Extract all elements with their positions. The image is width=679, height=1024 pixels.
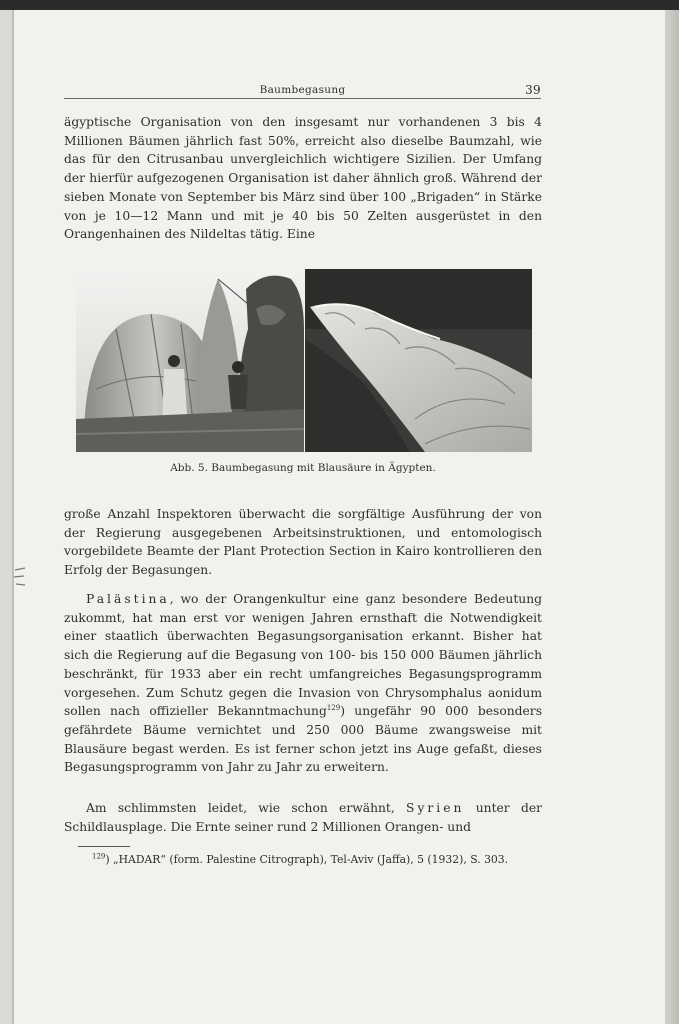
footnote-text: ) „HADAR“ (form. Palestine Citrograph), Tel-Aviv (Jaffa), 5 (1932), S. 303.	[105, 853, 509, 866]
country-syria: Syrien	[406, 801, 465, 815]
paragraph-4	[64, 799, 542, 836]
paragraph-2: große Anzahl Inspektoren überwacht die sorgfältige Ausführung der von der Regierung ausgegebenen Arbeitsinstruktionen, und entomologisch vorgebildete Beamte der Plant Protection Section in Kairo kontrollieren den Erfolg der Begasungen.	[64, 507, 542, 578]
page-number: 39	[525, 83, 541, 97]
footnote-rule	[78, 846, 130, 847]
paragraph-1: ägyptische Organisation von den insgesamt nur vorhandenen 3 bis 4 Millionen Bäumen jährlich fast 50%, erreicht also dieselbe Baumzahl, wie das für den Citrusanbau unvergleichlich wichtigere Sizilien. Der Umfang der hierfür aufgezogenen Organisation ist daher ähnlich groß. Während der sieben Monate von September bis März sind über 100 „Brigaden“ in Stärke von je 10—12 Mann und mit je 40 bis 50 Zelten ausgerüstet in den Orangenhainen des Nildeltas tätig. Eine	[64, 115, 542, 242]
figure-photo-left	[76, 269, 304, 452]
paragraph-4-text-a: Am schlimmsten leidet, wie schon erwähnt,	[86, 801, 407, 815]
paragraph-3	[64, 590, 542, 777]
figure-caption: Abb. 5. Baumbegasung mit Blausäure in Ägypten.	[170, 462, 436, 474]
figure-photo-right	[305, 269, 532, 452]
footnote	[64, 851, 542, 868]
footnote-reference: 129	[326, 704, 341, 713]
paragraph-3-text-a: , wo der Orangenkultur eine ganz besondere Bedeutung zukommt, hat man erst vor wenigen Jahren ernsthaft die Notwendigkeit einer staatlich überwachten Begasungsorganisation erkannt. Bisher hat sich die Regierung auf die Begasung von 100- bis 150 000 Bäumen jährlich beschränkt, für 1933 aber ein recht umfangreiches Begasungsprogramm vorgesehen. Zum Schutz gegen die Invasion von Chrysomphalus aonidum sollen nach offizieller Bekanntmachung	[64, 592, 542, 719]
country-palestine: Palästina	[86, 592, 170, 606]
running-head-title: Baumbegasung	[259, 84, 346, 96]
paragraph-4-text-b: unter der Schildlausplage. Die Ernte seiner rund 2 Millionen Orangen- und	[64, 801, 542, 834]
scan-top-border	[0, 0, 679, 10]
paragraph-3-text-b: ) ungefähr 90 000 besonders gefährdete Bäume vernichtet und 250 000 Bäume zwangsweise mit Blausäure begast werden. Es ist ferner schon jetzt ins Auge gefaßt, dieses Begasungsprogramm von Jahr zu Jahr zu erweitern.	[64, 704, 542, 775]
running-head	[64, 82, 541, 99]
page-edge	[665, 10, 679, 1024]
margin-scan-mark	[13, 566, 27, 588]
footnote-number: 129	[92, 852, 106, 861]
